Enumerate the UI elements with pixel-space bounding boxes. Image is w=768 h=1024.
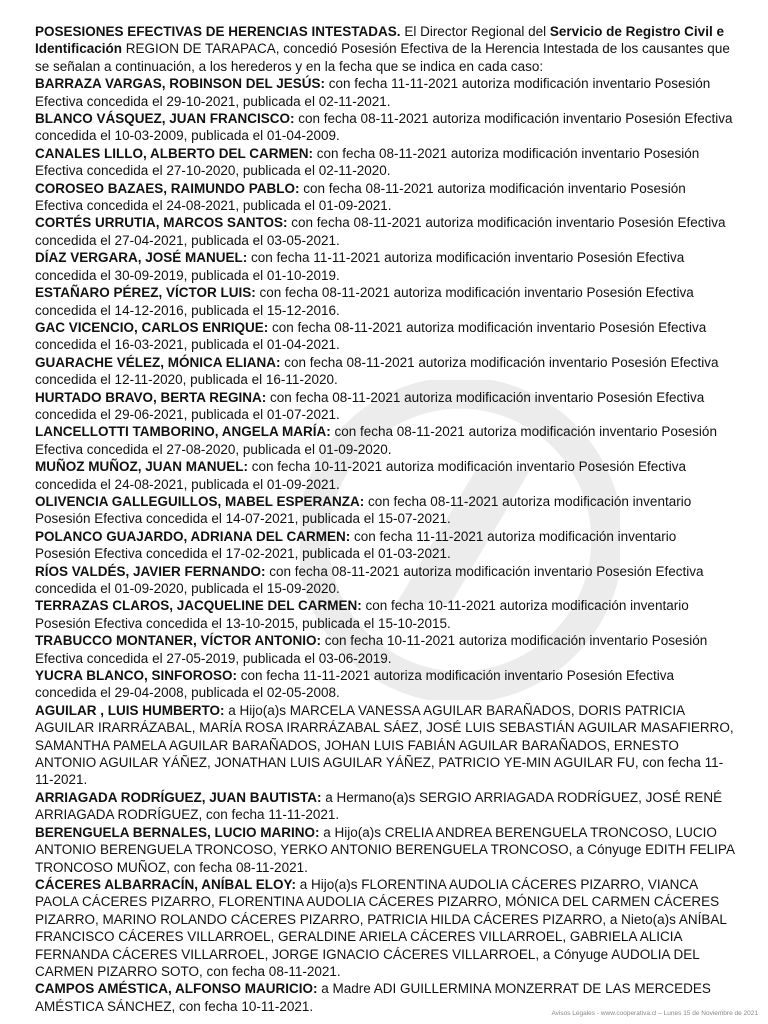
entry-text: con fecha 08-11-2021 autoriza modificación inventario Posesión Efectiva concedida el 10-03-2009, publicada el 01-04-2009. — [35, 111, 733, 144]
entry-name: TERRAZAS CLAROS, JACQUELINE DEL CARMEN: — [35, 598, 362, 614]
entry-item — [35, 249, 735, 284]
entries-list — [35, 75, 735, 1015]
entry-name: LANCELLOTTI TAMBORINO, ANGELA MARÍA: — [35, 424, 331, 440]
notice-title: POSESIONES EFECTIVAS DE HERENCIAS INTESTADAS. — [35, 24, 401, 39]
entry-name: ARRIAGADA RODRÍGUEZ, JUAN BAUTISTA: — [35, 789, 322, 805]
entry-name: OLIVENCIA GALLEGUILLOS, MABEL ESPERANZA: — [35, 493, 365, 509]
entry-item — [35, 458, 735, 493]
entry-item — [35, 145, 735, 180]
entry-item — [35, 180, 735, 215]
entry-text: con fecha 08-11-2021 autoriza modificación inventario Posesión Efectiva concedida el 24-08-2021, publicada el 01-09-2021. — [35, 180, 686, 214]
entry-text: con fecha 11-11-2021 autoriza modificación inventario Posesión Efectiva concedida el 29-10-2021, publicada el 02-11-2021. — [35, 76, 711, 109]
entry-name: TRABUCCO MONTANER, VÍCTOR ANTONIO: — [35, 633, 321, 649]
intro-text-after: REGION DE TARAPACA, concedió Posesión Efectiva de la Herencia Intestada de los causantes que se señalan a continuación, a los herederos y en la fecha que se indica en cada caso: — [35, 41, 730, 74]
entry-text: con fecha 08-11-2021 autoriza modificación inventario Posesión Efectiva concedida el 29-06-2021, publicada el 01-07-2021. — [35, 389, 705, 422]
entry-name: GUARACHE VÉLEZ, MÓNICA ELIANA: — [35, 354, 281, 370]
entry-name: MUÑOZ MUÑOZ, JUAN MANUEL: — [35, 459, 248, 475]
entry-text: con fecha 08-11-2021 autoriza modificación inventario Posesión Efectiva concedida el 14-07-2021, publicada el 15-07-2021. — [35, 493, 692, 527]
entry-name: HURTADO BRAVO, BERTA REGINA: — [35, 389, 267, 405]
entry-name: CORTÉS URRUTIA, MARCOS SANTOS: — [35, 215, 288, 231]
entry-item — [35, 110, 735, 145]
entry-name: BARRAZA VARGAS, ROBINSON DEL JESÚS: — [35, 76, 326, 92]
entry-text: con fecha 10-11-2021 autoriza modificación inventario Posesión Efectiva concedida el 13-10-2015, publicada el 15-10-2015. — [35, 598, 689, 631]
entry-item — [35, 597, 735, 632]
entry-item — [35, 667, 735, 702]
entry-text: a Hijo(a)s CRELIA ANDREA BERENGUELA TRONCOSO, LUCIO ANTONIO BERENGUELA TRONCOSO, YERKO ANTONIO BERENGUELA TRONCOSO, a Cónyuge EDITH FELIPA TRONCOSO MUÑOZ, con fecha 08-11-2021. — [35, 824, 735, 875]
entry-item — [35, 876, 735, 980]
entry-item — [35, 354, 735, 389]
entry-item — [35, 319, 735, 354]
entry-item — [35, 702, 735, 789]
entry-name: BERENGUELA BERNALES, LUCIO MARINO: — [35, 824, 320, 840]
entry-item — [35, 528, 735, 563]
entry-item — [35, 423, 735, 458]
entry-text: a Hermano(a)s SERGIO ARRIAGADA RODRÍGUEZ, JOSÉ RENÉ ARRIAGADA RODRÍGUEZ, con fecha 11-11-2021. — [35, 789, 723, 823]
entry-name: DÍAZ VERGARA, JOSÉ MANUEL: — [35, 250, 248, 266]
entry-text: con fecha 11-11-2021 autoriza modificación inventario Posesión Efectiva concedida el 29-04-2008, publicada el 02-05-2008. — [35, 668, 675, 701]
entry-text: con fecha 10-11-2021 autoriza modificación inventario Posesión Efectiva concedida el 27-05-2019, publicada el 03-06-2019. — [35, 633, 708, 666]
entry-item — [35, 214, 735, 249]
entry-text: con fecha 08-11-2021 autoriza modificación inventario Posesión Efectiva concedida el 01-09-2020, publicada el 15-09-2020. — [35, 563, 704, 596]
entry-item — [35, 389, 735, 424]
entry-text: con fecha 08-11-2021 autoriza modificación inventario Posesión Efectiva concedida el 27-04-2021, publicada el 03-05-2021. — [35, 215, 726, 248]
intro-text-before: El Director Regional del — [400, 24, 550, 39]
entry-text: con fecha 11-11-2021 autoriza modificación inventario Posesión Efectiva concedida el 30-09-2019, publicada el 01-10-2019. — [35, 250, 685, 283]
entry-name: POLANCO GUAJARDO, ADRIANA DEL CARMEN: — [35, 528, 351, 544]
entry-item — [35, 493, 735, 528]
entry-text: con fecha 08-11-2021 autoriza modificación inventario Posesión Efectiva concedida el 16-03-2021, publicada el 01-04-2021. — [35, 319, 707, 353]
entry-text: con fecha 08-11-2021 autoriza modificación inventario Posesión Efectiva concedida el 27-08-2020, publicada el 01-09-2020. — [35, 424, 717, 457]
entry-item — [35, 824, 735, 876]
entry-name: RÍOS VALDÉS, JAVIER FERNANDO: — [35, 563, 266, 579]
page-footer: Avisos Legales - www.cooperativa.cl – Lunes 15 de Noviembre de 2021 — [551, 1010, 758, 1017]
agency-name: Servicio de Registro Civil e Identificación — [35, 24, 724, 57]
entry-name: YUCRA BLANCO, SINFOROSO: — [35, 668, 237, 684]
entry-name: GAC VICENCIO, CARLOS ENRIQUE: — [35, 319, 269, 335]
entry-text: a Hijo(a)s MARCELA VANESSA AGUILAR BARAÑADOS, DORIS PATRICIA AGUILAR IRARRÁZABAL, MARÍA ROSA IRARRÁZABAL SÁEZ, JOSÉ LUIS SEBASTIÁN AGUILAR MASAFIERRO, SAMANTHA PAMELA AGUILAR BARAÑADOS, JOHAN LUIS FABIÁN AGUILAR BARAÑADOS, ERNESTO ANTONIO AGUILAR YÁÑEZ, JONATHAN LUIS AGUILAR YÁÑEZ, PATRICIO YE-MIN AGUILAR FU, con fecha 11-11-2021. — [35, 702, 734, 788]
entry-name: CANALES LILLO, ALBERTO DEL CARMEN: — [35, 145, 313, 161]
intro-paragraph — [35, 23, 735, 75]
entry-text: con fecha 08-11-2021 autoriza modificación inventario Posesión Efectiva concedida el 12-11-2020, publicada el 16-11-2020. — [35, 354, 719, 388]
entry-item — [35, 563, 735, 598]
entry-name: CÁCERES ALBARRACÍN, ANÍBAL ELOY: — [35, 876, 297, 892]
entry-name: AGUILAR , LUIS HUMBERTO: — [35, 702, 225, 718]
entry-text: a Hijo(a)s FLORENTINA AUDOLIA CÁCERES PIZARRO, VIANCA PAOLA CÁCERES PIZARRO, FLORENTINA AUDOLIA CÁCERES PIZARRO, MÓNICA DEL CARMEN CÁCERES PIZARRO, MARINO ROLANDO CÁCERES PIZARRO, PATRICIA HILDA CÁCERES PIZARRO, a Nieto(a)s ANÍBAL FRANCISCO CÁCERES VILLARROEL, GERALDINE ARIELA CÁCERES VILLARROEL, GABRIELA ALICIA FERNANDA CÁCERES VILLARROEL, JORGE IGNACIO CÁCERES VILLARROEL, a Cónyuge AUDOLIA DEL CARMEN PIZARRO SOTO, con fecha 08-11-2021. — [35, 876, 727, 979]
entry-name: ESTAÑARO PÉREZ, VÍCTOR LUIS: — [35, 285, 256, 301]
entry-item — [35, 284, 735, 319]
entry-item — [35, 632, 735, 667]
entry-name: BLANCO VÁSQUEZ, JUAN FRANCISCO: — [35, 111, 295, 127]
entry-name: CAMPOS AMÉSTICA, ALFONSO MAURICIO: — [35, 981, 318, 997]
entry-text: a Madre ADI GUILLERMINA MONZERRAT DE LAS MERCEDES AMÉSTICA SÁNCHEZ, con fecha 10-11-2021. — [35, 981, 711, 1014]
legal-notice-document — [35, 23, 735, 1015]
entry-item — [35, 75, 735, 110]
entry-item — [35, 789, 735, 824]
entry-text: con fecha 11-11-2021 autoriza modificación inventario Posesión Efectiva concedida el 17-02-2021, publicada el 01-03-2021. — [35, 528, 677, 562]
entry-text: con fecha 08-11-2021 autoriza modificación inventario Posesión Efectiva concedida el 27-10-2020, publicada el 02-11-2020. — [35, 145, 700, 179]
entry-name: COROSEO BAZAES, RAIMUNDO PABLO: — [35, 180, 300, 196]
entry-text: con fecha 08-11-2021 autoriza modificación inventario Posesión Efectiva concedida el 14-12-2016, publicada el 15-12-2016. — [35, 285, 694, 318]
entry-text: con fecha 10-11-2021 autoriza modificación inventario Posesión Efectiva concedida el 24-08-2021, publicada el 01-09-2021. — [35, 459, 686, 492]
